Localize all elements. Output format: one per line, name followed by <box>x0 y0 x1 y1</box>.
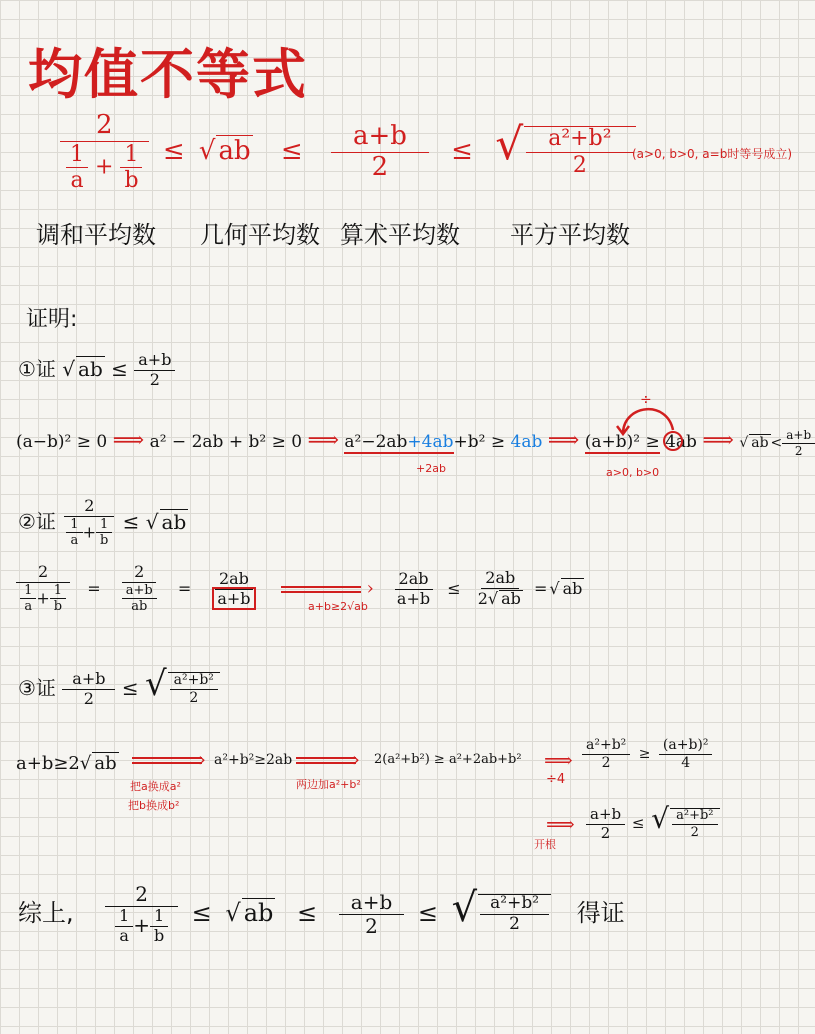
implies-arrow: ⟹ <box>112 428 145 453</box>
summary: 综上, 2 $\frac{1}{a}$ + $\frac{1}{b}$ ≤ √ ab ≤ $\frac{a+b}{2}$ ≤ √ $\frac{\text{a²+b²}}{2}$ 得证 <box>18 882 625 945</box>
arithmetic-mean-fraction: $\frac{a+b}{2}$ <box>331 123 429 182</box>
main-inequality: 2 $\frac{1}{a}$ + $\frac{1}{b}$ ≤ √ ab ≤ $\frac{a+b}{2}$ ≤ √ $\frac{\text{a²+b²}}{2}$ <box>60 112 636 192</box>
step1-derivation: (a−b)² ≥ 0 ⟹ a² − 2ab + b² ≥ 0 ⟹ a²−2ab+4ab+b² ≥ 4ab ⟹ (a+b)² ≥ 4ab ⟹ √ ab < $\frac{a+b}{2}$ <box>16 428 815 457</box>
label-quadratic-mean: 平方平均数 <box>510 221 630 249</box>
step1-note-plus: +2ab <box>416 462 446 475</box>
step3-note-a2: 把b换成b² <box>128 799 180 812</box>
implies-arrow-3: ⟹ <box>544 748 573 772</box>
step3-note-div4: ÷4 <box>546 772 566 787</box>
implies-arrow: ⟹ <box>307 428 339 453</box>
step3-fractions-2: $\frac{a+b}{2}$ ≤ √ $\frac{\text{a²+b²}}{2}$ <box>586 802 720 841</box>
page-title: 均值不等式 <box>28 43 308 106</box>
step2-claim: ②证 2 $\frac{1}{a}$ + $\frac{1}{b}$ ≤ √ ab <box>18 496 187 549</box>
implies-arrow: ⟹ <box>547 428 580 453</box>
step3-line2: a²+b²≥2ab <box>214 752 293 768</box>
geometric-mean: √ ab <box>198 136 251 167</box>
implies-arrow: ⟹ <box>702 428 734 453</box>
long-implies-arrow <box>281 586 361 593</box>
harmonic-mean-fraction: 2 $\frac{1}{a}$ + $\frac{1}{b}$ <box>60 112 149 192</box>
step2-arrow-note: a+b≥2√ab <box>308 600 368 613</box>
step1-note-condition: a>0, b>0 <box>606 466 660 479</box>
step1-note-divide: ÷ <box>640 392 652 408</box>
implies-arrow-4: ⟹ <box>546 812 575 836</box>
step3-fractions-1: $\frac{\text{a²+b²}}{2}$ ≥ $\frac{\text{(a+b)²}}{4}$ <box>582 738 712 770</box>
label-harmonic-mean: 调和平均数 <box>36 221 156 249</box>
quadratic-mean: √ $\frac{\text{a²+b²}}{2}$ <box>495 136 635 166</box>
condition-note: (a>0, b>0, a=b时等号成立) <box>632 147 792 161</box>
implies-arrow-2 <box>296 757 356 764</box>
divide-curved-arrow <box>615 398 685 438</box>
implies-arrow-1 <box>132 757 202 764</box>
step3-line1: a+b≥2√ ab <box>16 753 117 774</box>
proof-title: 证明: <box>26 307 78 332</box>
step3-claim: ③证 $\frac{a+b}{2}$ ≤ √ $\frac{\text{a²+b²}}{2}$ <box>18 664 220 708</box>
step2-derivation: 2 $\frac{1}{a}$ + $\frac{1}{b}$ = $\frac{2}{\frac{a+b}{ab}}$ = $\frac{2ab}{a+b}$ › $\frac{2ab}{a+b}$ ≤ $\frac{2ab}{2√ ab}$ = √ ab <box>16 564 584 614</box>
step1-claim: ①证 √ ab ≤ $\frac{a+b}{2}$ <box>18 352 175 389</box>
label-geometric-mean: 几何平均数 <box>200 221 320 249</box>
step3-line3: 2(a²+b²) ≥ a²+2ab+b² <box>374 752 522 767</box>
step3-note-a1: 把a换成a² <box>130 780 181 793</box>
label-arithmetic-mean: 算术平均数 <box>340 221 460 249</box>
step3-note-b: 两边加a²+b² <box>296 778 361 791</box>
step3-note-sqrt: 开根 <box>534 838 556 851</box>
